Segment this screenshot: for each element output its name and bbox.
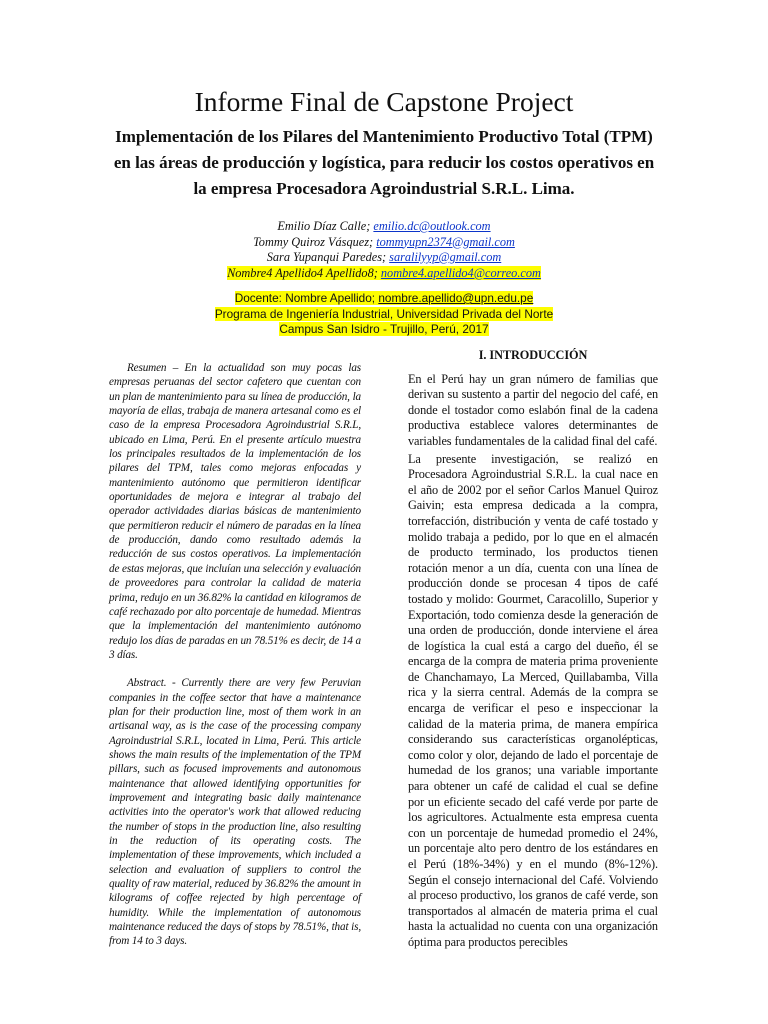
resumen-paragraph: Resumen – En la actualidad son muy pocas las empresas peruanas del sector cafetero que cuentan con un plan de mantenimiento para su línea de producción, la mayoría de ellas, trabaja de manera artesanal como es el caso de la empresa Procesadora Agroindustrial S.R.L, ubicado en Lima, Perú. En el presente artículo muestra los principales resultados de la implementación de los pilares del TPM, tales como mejoras enfocadas y mantenimiento autónomo que permitieron identificar oportunidades de mejora e integrar al trabajo del operador actividades diarias básicas de mantenimiento que permitieron reducir el número de paradas en la línea de producción, dando como resultado además la reducción de sus costos operativos. La implementación de estas mejoras, que incluían una selección y evaluación de proveedores para controlar la calidad de materia prima, redujo en un 36.82% la cantidad en kilogramos de café rechazado por alto porcentaje de humedad. Mientras que la implementación del mantenimiento autónomo redujo los días de paradas en un 78.51% es decir, de 14 a 3 días.	[109, 362, 361, 661]
author-name: Tommy Quiroz Vásquez;	[253, 234, 374, 249]
section-heading: I. INTRODUCCIÓN	[478, 348, 588, 362]
author-line	[0, 250, 768, 266]
author-email-link[interactable]: saralilyyp@gmail.com	[389, 250, 502, 264]
body-paragraph: La presente investigación, se realizó en Procesadora Agroindustrial S.R.L. la cual nace en el año de 2002 por el señor Carlos Manuel Quiroz Gaivin; esta empresa dedicada a la compra, torrefacción, distribución y venta de café tostado y molido trabaja a pedido, por lo que en el almacén de producto terminado, los productos tienen rotación menor a un día, cuenta con una línea de producción donde se procesan 4 tipos de café tostado y molido: Gourmet, Caracolillo, Superior y Exportación, todo comienza desde la generación de una orden de producción, donde interviene el área de logística la cual está a cargo del dueño, él se encarga de la compra de materia prima proveniente de Chanchamayo, La Merced, Quillabamba, Villa rica y la sierra central. Además de la compra se encarga de verificar el peso e inspeccionar la calidad de la materia prima, de manera empírica considerando sus características organolépticas, como color y olor, dejando de lado el porcentaje de humedad de los granos; una variable importante para obtener un café de calidad el cual se define por un eficiente secado del café verde por parte de los agricultores. Actualmente esta empresa cuenta con un porcentaje de humedad promedio el 24%, un porcentaje alto pero dentro de los estándares en el Perú (18%-34%) y en el mundo (8%-12%). Según el consejo internacional del Café. Volviendo al proceso productivo, los granos de café verde, son transportados al almacén de materia prima el cual hasta la actualidad no cuenta con una organización óptima para productos perecibles	[408, 451, 658, 949]
program-text: Programa de Ingeniería Industrial, Universidad Privada del Norte	[214, 306, 554, 321]
author-name: Nombre4 Apellido4 Apellido8; nombre4.apellido4@correo.com	[227, 265, 541, 280]
instructor-line	[0, 291, 768, 307]
author-list	[0, 219, 768, 281]
author-name: Sara Yupanqui Paredes;	[266, 250, 387, 264]
campus-line	[0, 322, 768, 338]
author-line	[0, 235, 768, 251]
paper-subtitle	[100, 124, 668, 202]
instructor-email-link[interactable]: nombre.apellido@upn.edu.pe	[378, 291, 534, 305]
program-line	[0, 307, 768, 323]
campus-text: Campus San Isidro - Trujillo, Perú, 2017	[279, 322, 489, 336]
introduction-column	[408, 348, 658, 951]
abstract-paragraph: Abstract. - Currently there are very few Peruvian companies in the coffee sector that have a maintenance plan for their production line, most of them work in an artisanal way, as is the case of the processing company Agroindustrial S.R.L, located in Lima, Perú. This article shows the main results of the implementation of the TPM pillars, such as focused improvements and autonomous maintenance that allowed identifying opportunities for improvement and integrating basic daily maintenance activities into the operator's work that allowed reducing the number of stops in the production line, also resulting in the reduction of its operating costs. The implementation of these improvements, which included a selection and evaluation of suppliers to control the quality of raw material, reduced by 36.82% the amount in kilograms of coffee rejected by high percentage of humidity. While the implementation of autonomous maintenance reduced the days of stops by 78.51%, that is, from 14 to 3 days.	[109, 677, 361, 948]
author-email-link[interactable]: emilio.dc@outlook.com	[373, 219, 491, 233]
body-paragraph: En el Perú hay un gran número de familias que derivan su sustento a partir del negocio del café, en donde el tostador como eslabón final de la cadena productiva establece valores determinantes de variables fundamentales de la calidad final del café.	[408, 371, 658, 448]
paper-title: Informe Final de Capstone Project	[194, 86, 574, 117]
author-email-link[interactable]: tommyupn2374@gmail.com	[376, 234, 515, 249]
subtitle-line: en las áreas de producción y logística, para reducir los costos operativos en	[113, 153, 655, 172]
author-line	[0, 219, 768, 235]
author-line-highlighted	[0, 266, 768, 282]
abstract-column	[109, 361, 361, 949]
author-name: Emilio Díaz Calle;	[277, 219, 371, 233]
instructor-block	[0, 291, 768, 338]
author-email-link[interactable]: nombre4.apellido4@correo.com	[380, 265, 541, 280]
instructor-label: Docente: Nombre Apellido;	[234, 291, 376, 305]
subtitle-line: la empresa Procesadora Agroindustrial S.R.L. Lima.	[193, 179, 575, 198]
subtitle-line: Implementación de los Pilares del Mantenimiento Productivo Total (TPM)	[115, 127, 653, 146]
